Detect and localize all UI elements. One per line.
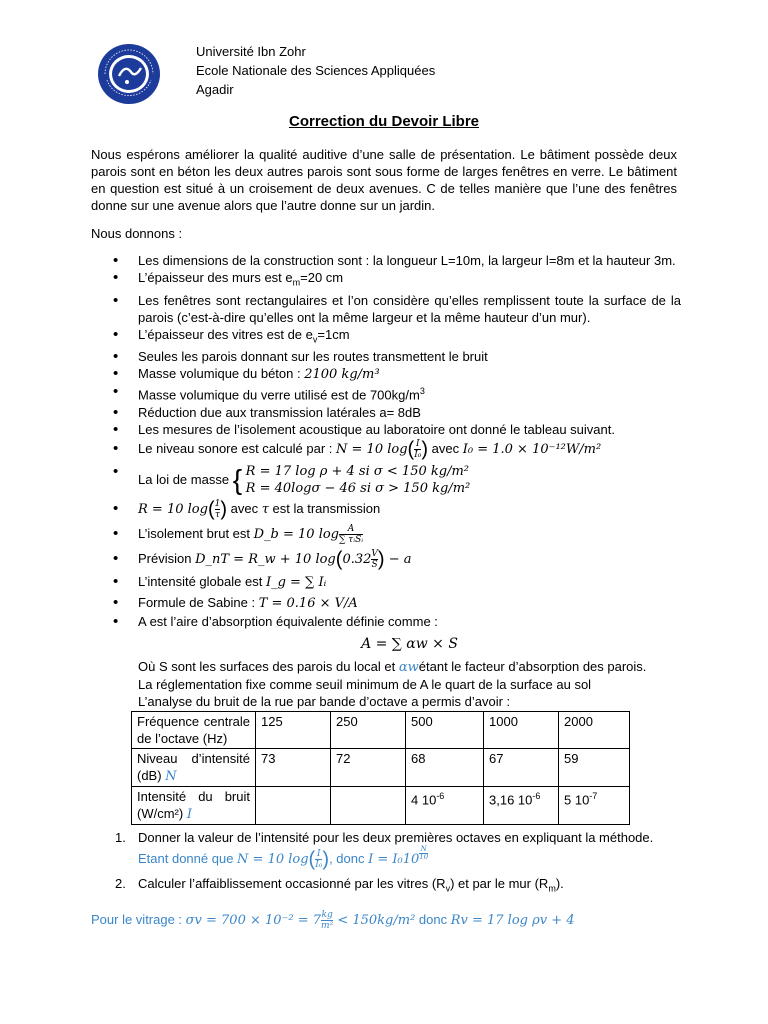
table-row: Fréquence centrale de l’octave (Hz) 125 250 500 1000 2000: [132, 712, 630, 749]
city-name: Agadir: [196, 82, 234, 97]
list-item: • Masse volumique du béton : 2100 kg/m³: [91, 365, 681, 383]
universite-ibn-zohr-seal-icon: [97, 42, 161, 106]
list-item: • Réduction due aux transmission latérales a= 8dB: [91, 404, 681, 421]
list-item: • Seules les parois donnant sur les routes transmettent le bruit: [91, 348, 681, 365]
absorption-formula: A = ∑ αw × S: [361, 635, 458, 652]
university-logo: [97, 42, 161, 106]
list-item: • A est l’aire d’absorption équivalente définie comme : A = ∑ αw × S Où S sont les surfaces des parois du local et αwétant le facteur d’absorption des parois. La réglementation fixe comme seuil minimum de A le quart de la surface au sol L’analyse du bruit de la rue par bande d’octave a permis d’avoir :: [91, 613, 681, 710]
table-row: Intensité du bruit (W/cm²) I 4 $10^{-6}$ 3,16 $10^{-6}$ 5 $10^{-7}$: [132, 787, 630, 825]
question-item: 2. Calculer l’affaiblissement occasionné par les vitres $(R_v)$ et par le mur $(R_m)$.: [115, 876, 564, 894]
list-item: • Masse volumique du verre utilisé est de $700kg/m^3$: [91, 383, 681, 403]
institution-header: [196, 42, 435, 99]
school-name: Ecole Nationale des Sciences Appliquées: [196, 63, 436, 78]
given-label: Nous donnons :: [91, 226, 183, 241]
list-item: • Prévision D_nT = R_w + 10 log(0.32 $\frac{V}{S}$ ) − a: [91, 547, 681, 572]
given-list: [91, 252, 681, 710]
questions-list: [91, 829, 691, 898]
list-item: • Les fenêtres sont rectangulaires et l’on considère qu’elles remplissent toute la surface de la parois (c’est-à-dire qu’elles ont la même largeur et la même hauteur d’un mur).: [91, 292, 681, 326]
list-item: • Formule de Sabine : T = 0.16 × V/A: [91, 593, 681, 613]
question-item: 1. Donner la valeur de l’intensité pour les deux premières octaves en expliquant la méthode. Etant donné que N = 10 log( $\frac{I}{\text{I₀}}$ ), donc I = I₀10 $\frac{N}{10}$: [91, 829, 691, 873]
page-title: Correction du Devoir Libre: [288, 113, 480, 130]
list-item: • La loi de masse { R = 17 log ρ + 4 si σ < 150 kg/m² R = 40logσ − 46 si σ > 150 kg/m²: [91, 463, 681, 497]
list-item: • Les mesures de l’isolement acoustique au laboratoire ont donné le tableau suivant.: [91, 421, 681, 438]
answer-1: Etant donné que N = 10 log( $\frac{I}{\text{I₀}}$ ), donc I = I₀10 $\frac{N}{10}$: [138, 845, 429, 871]
intro-paragraph: Nous espérons améliorer la qualité auditive d’une salle de présentation. Le bâtiment possède deux parois sont en béton les deux autres parois sont sous forme de larges fenêtres en verre. Le bâtiment en question est situé à un croisement de deux avenues. C de telles manière que l’une des fenêtres donne sur une avenue alors que l’autre donne sur un jardin.: [91, 147, 677, 213]
list-item: • R = 10 log( $\frac{1}{\tau}$ ) avec τ est la transmission: [91, 497, 681, 522]
list-item: • L’épaisseur des vitres est de $e_v=1cm$: [91, 326, 681, 349]
octave-table: [131, 711, 630, 825]
list-item: • Les dimensions de la construction sont : la longueur L=10m, la largeur l=8m et la hauteur 3m.: [91, 252, 681, 269]
university-name: Université Ibn Zohr: [196, 44, 306, 59]
list-item: • L’isolement brut est D_b = 10 log $\frac{A}{\text{∑ τᵢSᵢ}}$: [91, 522, 681, 547]
list-item: • L’intensité globale est I_g = ∑ Iᵢ: [91, 572, 681, 593]
table-row: Niveau d’intensité (dB) N 73 72 68 67 59: [132, 749, 630, 787]
list-item: • Le niveau sonore est calculé par : N = 10 log( $\frac{I}{\text{I₀}}$ ) avec I₀ = 1.0 × 10⁻¹²W/m²: [91, 438, 681, 461]
list-item: • L’épaisseur des murs est $e_m=20$ cm: [91, 269, 681, 292]
answer-2-vitrage: Pour le vitrage : σv = 700 × 10⁻² = 7 $\frac{kg}{\text{m²}}$ < 150kg/m² donc Rv = 17 log ρv + 4: [91, 910, 575, 932]
